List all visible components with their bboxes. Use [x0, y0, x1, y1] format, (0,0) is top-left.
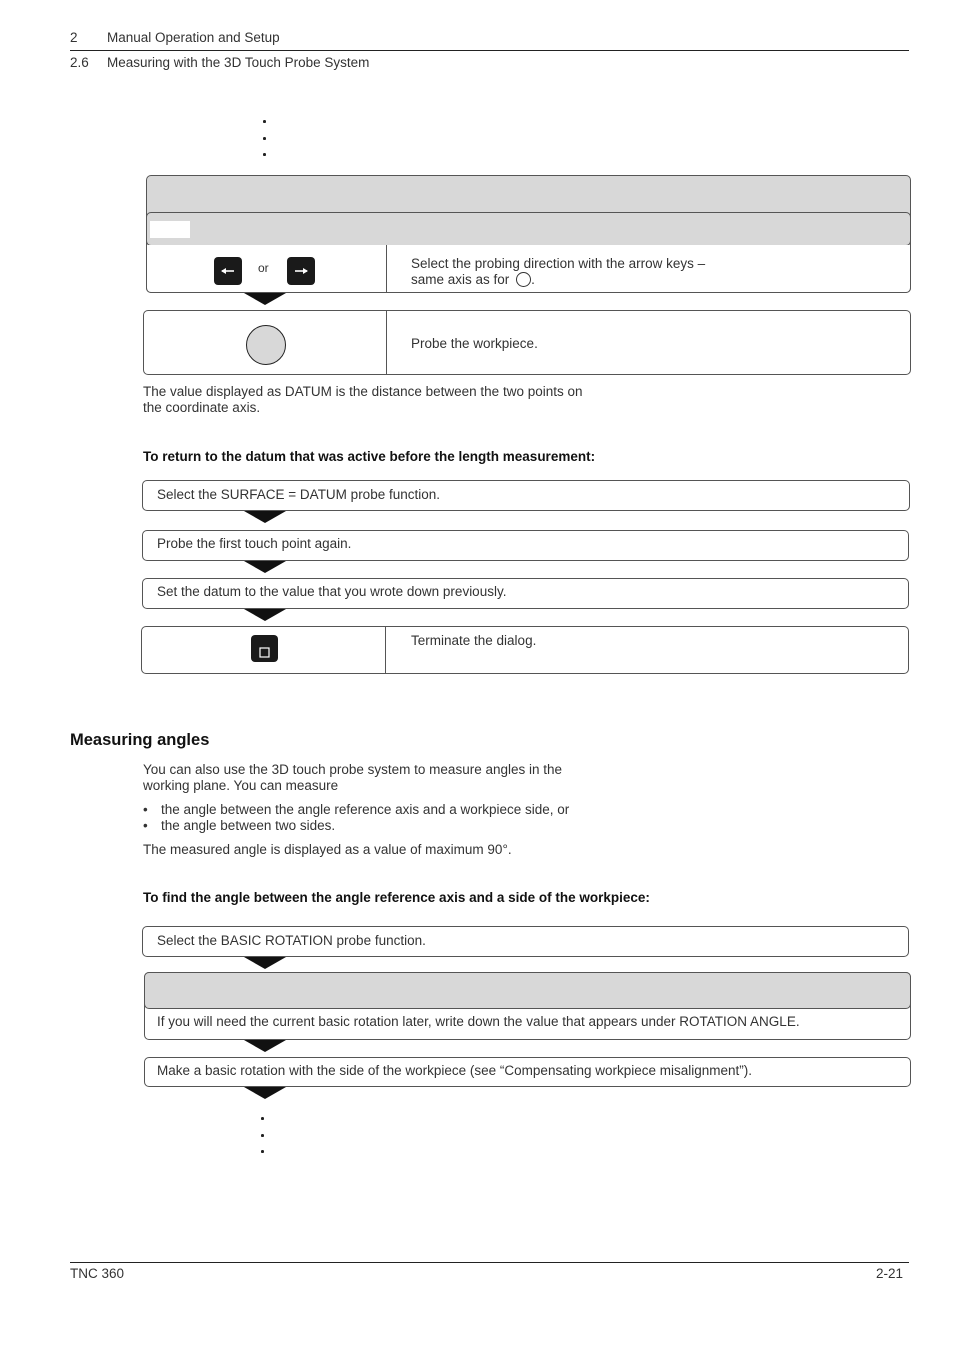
- flow-arrow: [244, 561, 286, 573]
- step-divider: [386, 310, 387, 375]
- end-key[interactable]: [251, 635, 278, 662]
- end-square-icon: [251, 635, 278, 662]
- screen-dialog-line: [146, 212, 911, 246]
- return-step-text: Set the datum to the value that you wrote down previously.: [157, 584, 507, 599]
- probe-circle-icon: [516, 272, 531, 287]
- return-step-text: Terminate the dialog.: [411, 633, 537, 648]
- bullet-icon: •: [143, 818, 148, 833]
- flow-arrow: [244, 1040, 286, 1052]
- angle-step-text: Make a basic rotation with the side of the workpiece (see “Compensating workpiece misalignment”).: [157, 1063, 753, 1078]
- probe-text: Probe the workpiece.: [411, 336, 538, 351]
- angles-intro-line1: You can also use the 3D touch probe system to measure angles in the: [143, 762, 563, 777]
- step-divider: [385, 626, 386, 674]
- return-heading: To return to the datum that was active before the length measurement:: [143, 449, 596, 464]
- direction-text-line1: Select the probing direction with the arrow keys –: [411, 256, 706, 271]
- bullet-icon: •: [143, 802, 148, 817]
- chapter-number: 2: [70, 30, 78, 45]
- datum-note-line2: the coordinate axis.: [143, 400, 261, 415]
- angle-step-text: If you will need the current basic rotation later, write down the value that appears under ROTATION ANGLE.: [157, 1014, 800, 1029]
- direction-text-line2: same axis as for .: [411, 272, 535, 287]
- footer-rule: [70, 1262, 909, 1263]
- section-number: 2.6: [70, 55, 89, 70]
- return-step-text: Probe the first touch point again.: [157, 536, 352, 551]
- arrow-left-key[interactable]: [214, 257, 242, 285]
- arrow-left-icon: [214, 257, 242, 285]
- chapter-title: Manual Operation and Setup: [107, 30, 280, 45]
- cursor-field: [150, 221, 190, 238]
- datum-note-line1: The value displayed as DATUM is the distance between the two points on: [143, 384, 583, 399]
- flow-arrow: [244, 957, 286, 969]
- section-heading: Measuring angles: [70, 731, 210, 749]
- angles-intro-line2: working plane. You can measure: [143, 778, 339, 793]
- flow-arrow: [244, 1087, 286, 1099]
- footer-left: TNC 360: [70, 1266, 125, 1281]
- machine-start-key[interactable]: [246, 325, 286, 365]
- max-angle-note: The measured angle is displayed as a value of maximum 90°.: [143, 842, 512, 857]
- screen-dialog-line: [144, 972, 911, 1009]
- arrow-right-key[interactable]: [287, 257, 315, 285]
- flow-arrow: [244, 511, 286, 523]
- or-label: or: [258, 261, 269, 275]
- section-title: Measuring with the 3D Touch Probe System: [107, 55, 370, 70]
- return-step-text: Select the SURFACE = DATUM probe function.: [157, 487, 440, 502]
- angle-step-text: Select the BASIC ROTATION probe function.: [157, 933, 426, 948]
- header-rule: [70, 50, 909, 51]
- arrow-right-icon: [287, 257, 315, 285]
- flow-arrow: [244, 609, 286, 621]
- flow-arrow: [244, 293, 286, 305]
- step-divider: [386, 245, 387, 293]
- angle-subheading: To find the angle between the angle reference axis and a side of the workpiece:: [143, 890, 650, 905]
- page-number: 2-21: [876, 1266, 904, 1281]
